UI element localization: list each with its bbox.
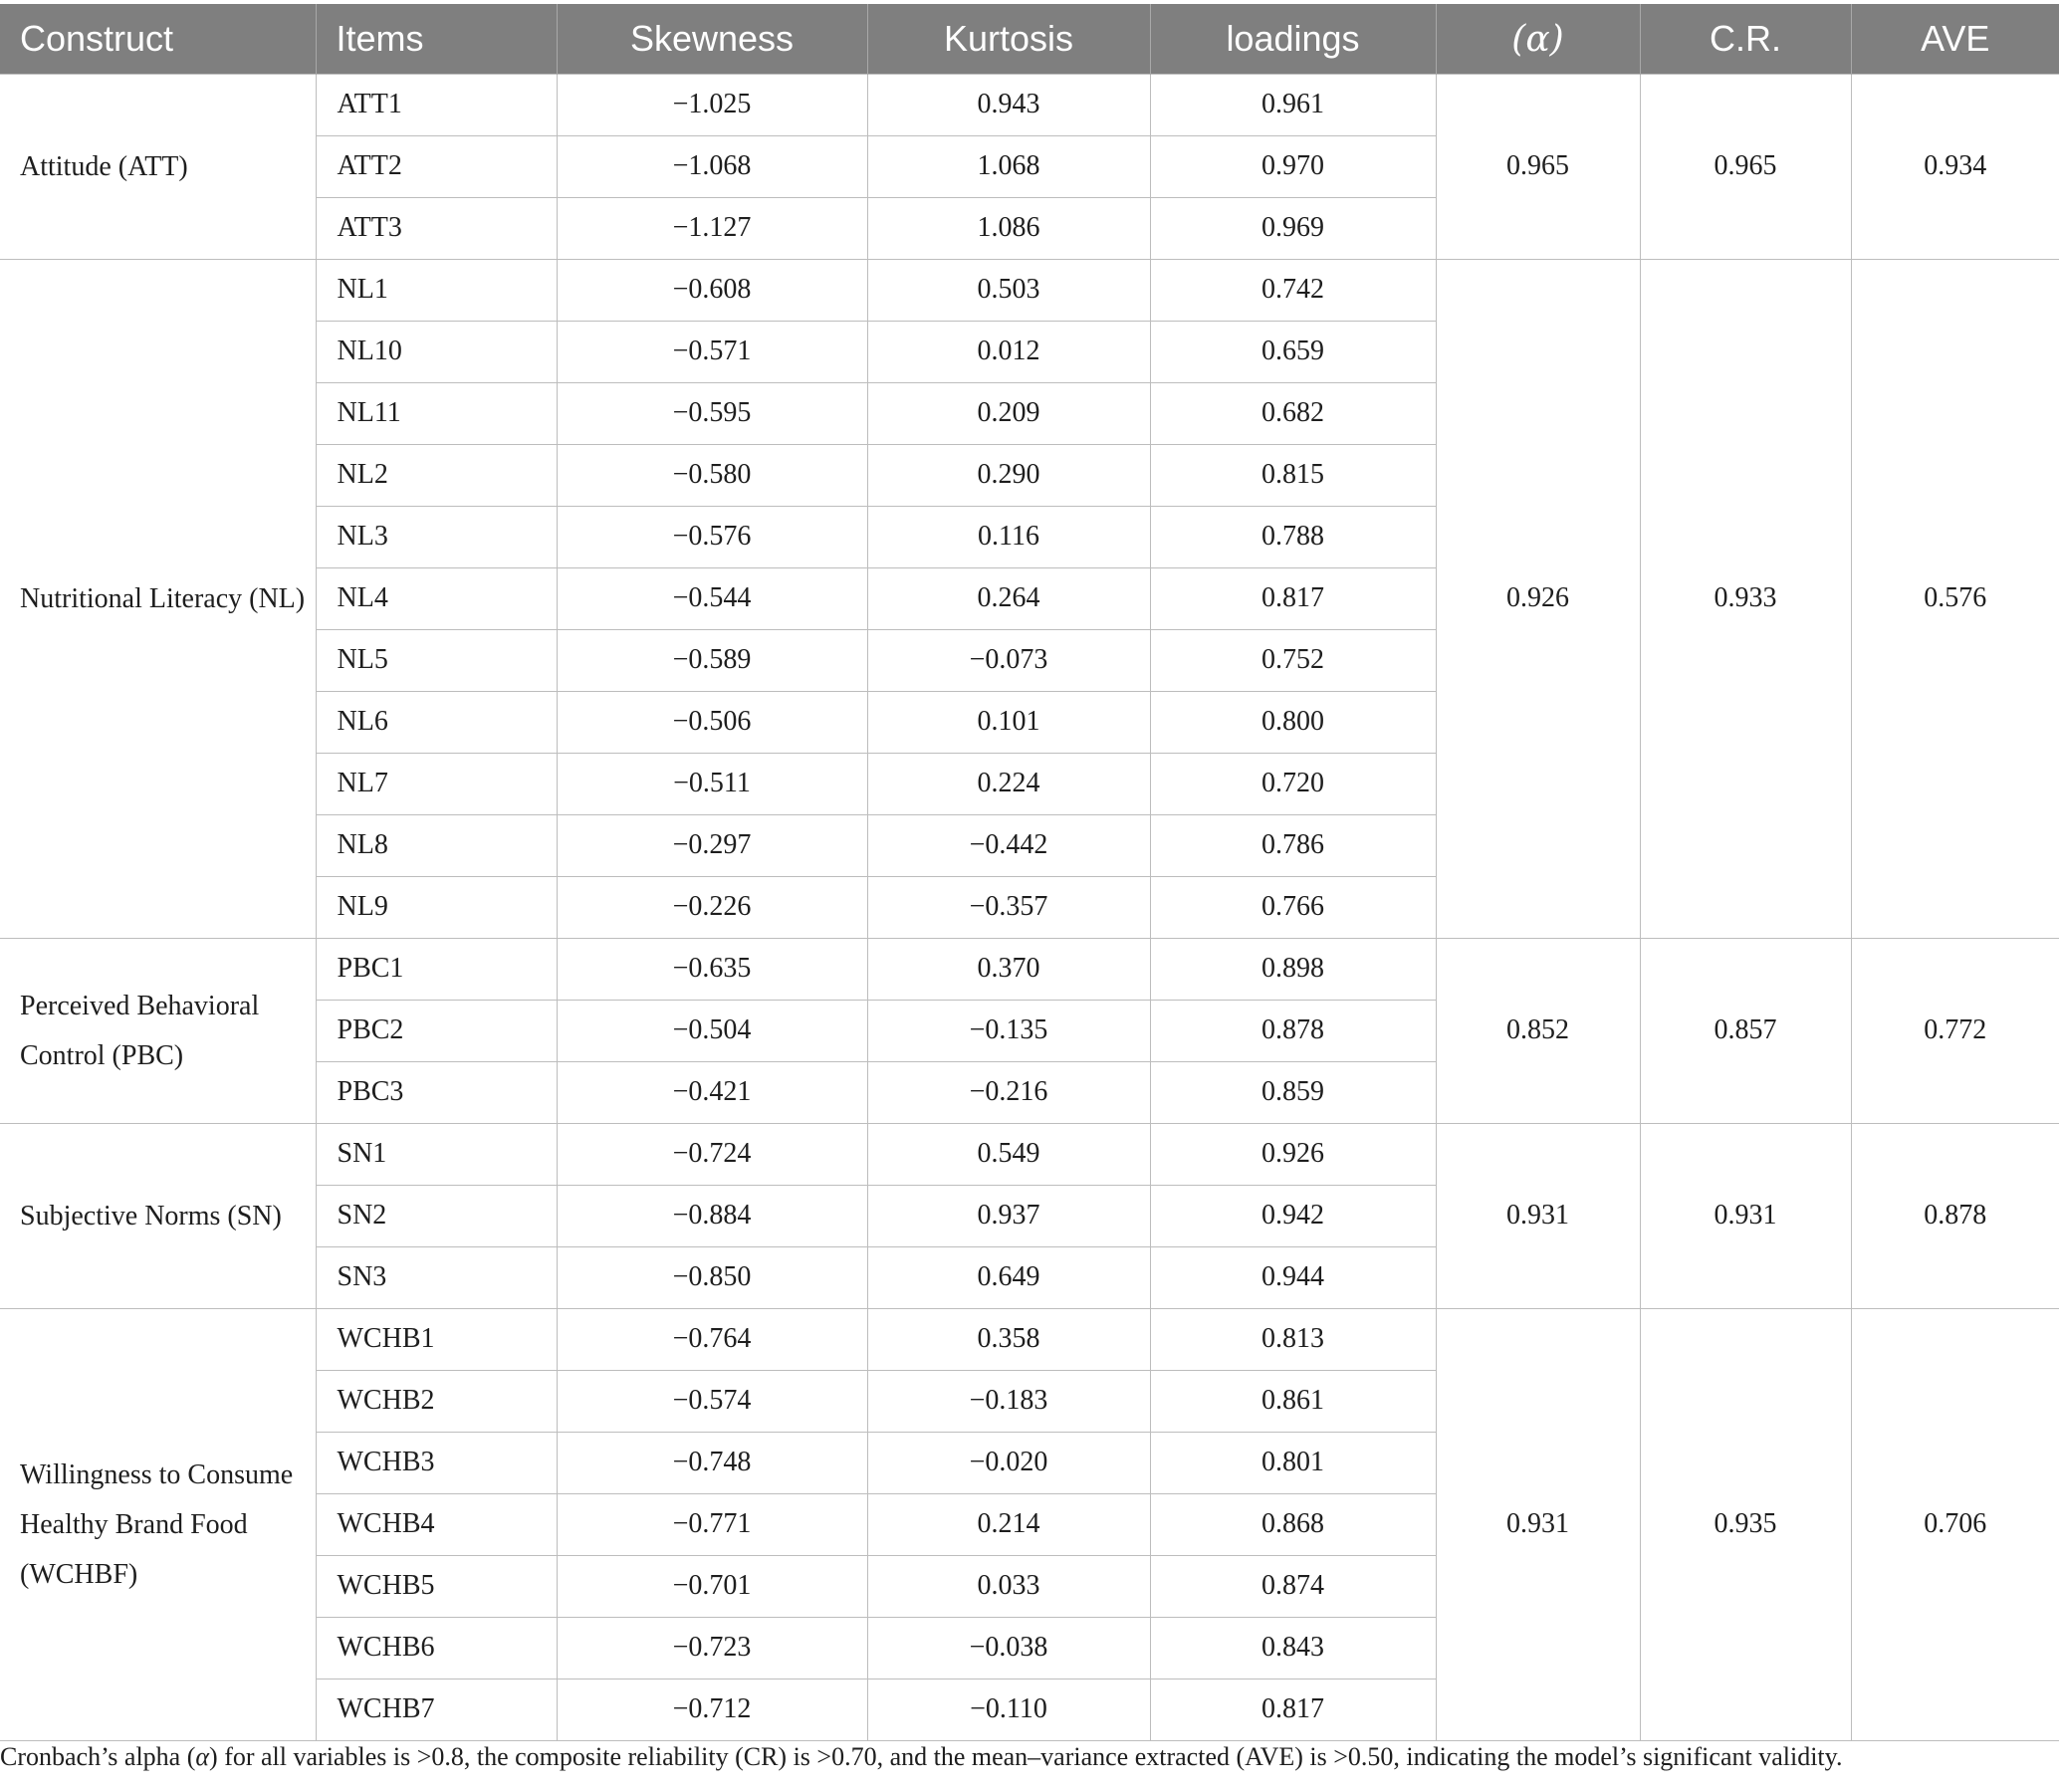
kurtosis-cell: −0.357 bbox=[867, 877, 1150, 939]
loading-cell: 0.815 bbox=[1150, 445, 1436, 507]
ave-cell: 0.772 bbox=[1851, 939, 2059, 1124]
skewness-cell: −0.701 bbox=[557, 1556, 867, 1618]
table-row bbox=[0, 75, 2059, 136]
item-cell: SN3 bbox=[316, 1247, 557, 1309]
item-cell: ATT3 bbox=[316, 198, 557, 260]
header-construct: Construct bbox=[0, 4, 316, 75]
loading-cell: 0.970 bbox=[1150, 136, 1436, 198]
kurtosis-cell: 0.937 bbox=[867, 1186, 1150, 1247]
item-cell: NL9 bbox=[316, 877, 557, 939]
table-header bbox=[0, 4, 2059, 75]
header-alpha: (α) bbox=[1436, 4, 1640, 75]
header-kurtosis: Kurtosis bbox=[867, 4, 1150, 75]
skewness-cell: −0.576 bbox=[557, 507, 867, 568]
loading-cell: 0.800 bbox=[1150, 692, 1436, 754]
item-cell: NL10 bbox=[316, 322, 557, 383]
loading-cell: 0.659 bbox=[1150, 322, 1436, 383]
loading-cell: 0.766 bbox=[1150, 877, 1436, 939]
loading-cell: 0.961 bbox=[1150, 75, 1436, 136]
skewness-cell: −0.589 bbox=[557, 630, 867, 692]
header-cr: C.R. bbox=[1640, 4, 1851, 75]
cr-cell: 0.933 bbox=[1640, 260, 1851, 939]
alpha-cell: 0.852 bbox=[1436, 939, 1640, 1124]
item-cell: WCHB4 bbox=[316, 1494, 557, 1556]
skewness-cell: −0.580 bbox=[557, 445, 867, 507]
skewness-cell: −0.764 bbox=[557, 1309, 867, 1371]
kurtosis-cell: −0.216 bbox=[867, 1062, 1150, 1124]
kurtosis-cell: 0.214 bbox=[867, 1494, 1150, 1556]
item-cell: PBC2 bbox=[316, 1001, 557, 1062]
kurtosis-cell: −0.110 bbox=[867, 1680, 1150, 1741]
skewness-cell: −0.511 bbox=[557, 754, 867, 815]
item-cell: PBC3 bbox=[316, 1062, 557, 1124]
kurtosis-cell: 0.370 bbox=[867, 939, 1150, 1001]
table-row bbox=[0, 260, 2059, 322]
skewness-cell: −0.712 bbox=[557, 1680, 867, 1741]
construct-cell: Subjective Norms (SN) bbox=[0, 1124, 316, 1309]
kurtosis-cell: −0.073 bbox=[867, 630, 1150, 692]
ave-cell: 0.934 bbox=[1851, 75, 2059, 260]
loading-cell: 0.926 bbox=[1150, 1124, 1436, 1186]
item-cell: WCHB6 bbox=[316, 1618, 557, 1680]
footnote-text-end: ) for all variables is >0.8, the composite reliability (CR) is >0.70, and the mean–variance extracted (AVE) is >0.50, indicating the model’s significant validity. bbox=[209, 1742, 1843, 1771]
loading-cell: 0.859 bbox=[1150, 1062, 1436, 1124]
construct-cell: Perceived Behavioral Control (PBC) bbox=[0, 939, 316, 1124]
item-cell: ATT2 bbox=[316, 136, 557, 198]
reliability-table bbox=[0, 4, 2059, 1741]
cr-cell: 0.931 bbox=[1640, 1124, 1851, 1309]
skewness-cell: −1.127 bbox=[557, 198, 867, 260]
item-cell: NL1 bbox=[316, 260, 557, 322]
kurtosis-cell: −0.183 bbox=[867, 1371, 1150, 1433]
alpha-cell: 0.926 bbox=[1436, 260, 1640, 939]
item-cell: NL4 bbox=[316, 568, 557, 630]
construct-cell: Nutritional Literacy (NL) bbox=[0, 260, 316, 939]
loading-cell: 0.742 bbox=[1150, 260, 1436, 322]
kurtosis-cell: 0.101 bbox=[867, 692, 1150, 754]
skewness-cell: −0.506 bbox=[557, 692, 867, 754]
cr-cell: 0.965 bbox=[1640, 75, 1851, 260]
skewness-cell: −0.571 bbox=[557, 322, 867, 383]
ave-cell: 0.706 bbox=[1851, 1309, 2059, 1741]
loading-cell: 0.817 bbox=[1150, 1680, 1436, 1741]
loading-cell: 0.682 bbox=[1150, 383, 1436, 445]
loading-cell: 0.813 bbox=[1150, 1309, 1436, 1371]
construct-cell: Willingness to Consume Healthy Brand Food (WCHBF) bbox=[0, 1309, 316, 1741]
footnote-text-start: Cronbach’s alpha ( bbox=[0, 1742, 196, 1771]
loading-cell: 0.788 bbox=[1150, 507, 1436, 568]
skewness-cell: −0.748 bbox=[557, 1433, 867, 1494]
cr-cell: 0.857 bbox=[1640, 939, 1851, 1124]
loading-cell: 0.752 bbox=[1150, 630, 1436, 692]
kurtosis-cell: 0.116 bbox=[867, 507, 1150, 568]
loading-cell: 0.720 bbox=[1150, 754, 1436, 815]
kurtosis-cell: 0.358 bbox=[867, 1309, 1150, 1371]
header-loadings: loadings bbox=[1150, 4, 1436, 75]
loading-cell: 0.942 bbox=[1150, 1186, 1436, 1247]
loading-cell: 0.878 bbox=[1150, 1001, 1436, 1062]
kurtosis-cell: 0.224 bbox=[867, 754, 1150, 815]
item-cell: NL2 bbox=[316, 445, 557, 507]
skewness-cell: −0.504 bbox=[557, 1001, 867, 1062]
kurtosis-cell: 1.086 bbox=[867, 198, 1150, 260]
header-ave: AVE bbox=[1851, 4, 2059, 75]
item-cell: ATT1 bbox=[316, 75, 557, 136]
kurtosis-cell: −0.038 bbox=[867, 1618, 1150, 1680]
skewness-cell: −0.884 bbox=[557, 1186, 867, 1247]
skewness-cell: −0.544 bbox=[557, 568, 867, 630]
item-cell: NL7 bbox=[316, 754, 557, 815]
kurtosis-cell: 0.264 bbox=[867, 568, 1150, 630]
kurtosis-cell: −0.020 bbox=[867, 1433, 1150, 1494]
loading-cell: 0.861 bbox=[1150, 1371, 1436, 1433]
kurtosis-cell: 1.068 bbox=[867, 136, 1150, 198]
item-cell: SN2 bbox=[316, 1186, 557, 1247]
kurtosis-cell: 0.943 bbox=[867, 75, 1150, 136]
loading-cell: 0.868 bbox=[1150, 1494, 1436, 1556]
skewness-cell: −0.608 bbox=[557, 260, 867, 322]
kurtosis-cell: 0.209 bbox=[867, 383, 1150, 445]
header-items: Items bbox=[316, 4, 557, 75]
item-cell: WCHB1 bbox=[316, 1309, 557, 1371]
item-cell: NL6 bbox=[316, 692, 557, 754]
item-cell: SN1 bbox=[316, 1124, 557, 1186]
construct-cell: Attitude (ATT) bbox=[0, 75, 316, 260]
alpha-cell: 0.965 bbox=[1436, 75, 1640, 260]
table-row bbox=[0, 1124, 2059, 1186]
footnote-alpha-symbol: α bbox=[195, 1742, 210, 1771]
kurtosis-cell: −0.442 bbox=[867, 815, 1150, 877]
loading-cell: 0.801 bbox=[1150, 1433, 1436, 1494]
cr-cell: 0.935 bbox=[1640, 1309, 1851, 1741]
alpha-cell: 0.931 bbox=[1436, 1124, 1640, 1309]
item-cell: NL8 bbox=[316, 815, 557, 877]
item-cell: NL3 bbox=[316, 507, 557, 568]
skewness-cell: −0.421 bbox=[557, 1062, 867, 1124]
skewness-cell: −0.574 bbox=[557, 1371, 867, 1433]
item-cell: NL5 bbox=[316, 630, 557, 692]
loading-cell: 0.944 bbox=[1150, 1247, 1436, 1309]
table-row bbox=[0, 1309, 2059, 1371]
kurtosis-cell: 0.290 bbox=[867, 445, 1150, 507]
skewness-cell: −0.635 bbox=[557, 939, 867, 1001]
skewness-cell: −0.771 bbox=[557, 1494, 867, 1556]
loading-cell: 0.969 bbox=[1150, 198, 1436, 260]
skewness-cell: −1.025 bbox=[557, 75, 867, 136]
skewness-cell: −0.595 bbox=[557, 383, 867, 445]
skewness-cell: −0.297 bbox=[557, 815, 867, 877]
item-cell: WCHB2 bbox=[316, 1371, 557, 1433]
loading-cell: 0.898 bbox=[1150, 939, 1436, 1001]
alpha-cell: 0.931 bbox=[1436, 1309, 1640, 1741]
skewness-cell: −0.724 bbox=[557, 1124, 867, 1186]
kurtosis-cell: 0.503 bbox=[867, 260, 1150, 322]
ave-cell: 0.878 bbox=[1851, 1124, 2059, 1309]
table-row bbox=[0, 939, 2059, 1001]
ave-cell: 0.576 bbox=[1851, 260, 2059, 939]
table-body bbox=[0, 75, 2059, 1741]
header-skewness: Skewness bbox=[557, 4, 867, 75]
loading-cell: 0.874 bbox=[1150, 1556, 1436, 1618]
loading-cell: 0.843 bbox=[1150, 1618, 1436, 1680]
kurtosis-cell: 0.033 bbox=[867, 1556, 1150, 1618]
item-cell: WCHB7 bbox=[316, 1680, 557, 1741]
loading-cell: 0.786 bbox=[1150, 815, 1436, 877]
kurtosis-cell: 0.649 bbox=[867, 1247, 1150, 1309]
skewness-cell: −0.723 bbox=[557, 1618, 867, 1680]
kurtosis-cell: 0.012 bbox=[867, 322, 1150, 383]
item-cell: WCHB3 bbox=[316, 1433, 557, 1494]
item-cell: PBC1 bbox=[316, 939, 557, 1001]
skewness-cell: −1.068 bbox=[557, 136, 867, 198]
item-cell: NL11 bbox=[316, 383, 557, 445]
kurtosis-cell: −0.135 bbox=[867, 1001, 1150, 1062]
item-cell: WCHB5 bbox=[316, 1556, 557, 1618]
kurtosis-cell: 0.549 bbox=[867, 1124, 1150, 1186]
table-footnote bbox=[0, 1742, 2059, 1772]
skewness-cell: −0.850 bbox=[557, 1247, 867, 1309]
loading-cell: 0.817 bbox=[1150, 568, 1436, 630]
skewness-cell: −0.226 bbox=[557, 877, 867, 939]
